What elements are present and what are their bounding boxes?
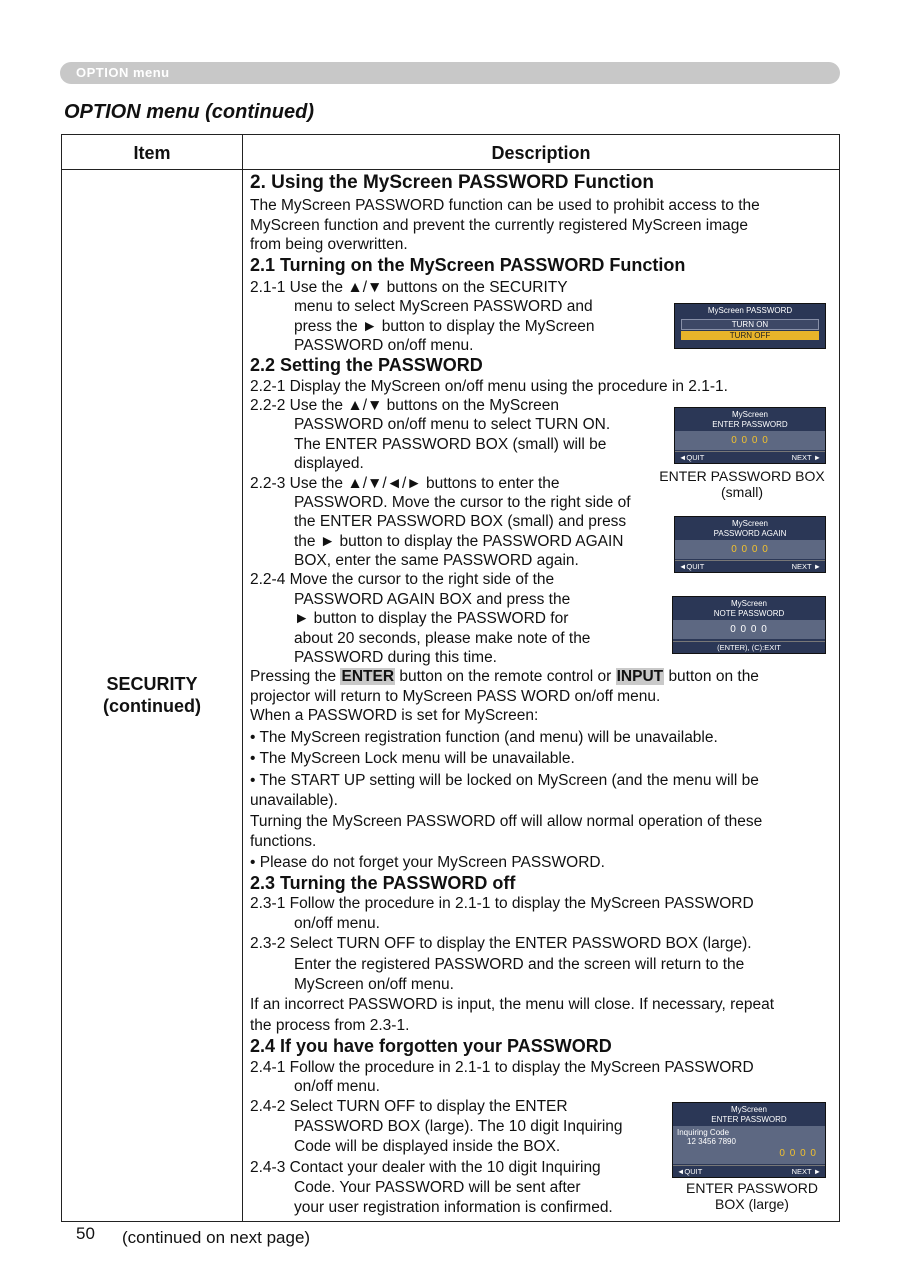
- text-line: The MyScreen PASSWORD function can be used to prohibit access to the: [250, 197, 760, 214]
- text-fragment: Pressing the: [250, 668, 337, 685]
- section-banner: [60, 62, 840, 84]
- step-line: PASSWORD AGAIN BOX and press the: [294, 591, 571, 608]
- osd-subtitle: ENTER PASSWORD: [711, 1115, 787, 1124]
- text-line: [250, 667, 759, 687]
- step-line: BOX, enter the same PASSWORD again.: [294, 552, 579, 569]
- step-line: 2.3-2 Select TURN OFF to display the ENTER PASSWORD BOX (large).: [250, 935, 752, 952]
- step-line: 2.2-4 Move the cursor to the right side of the: [250, 571, 555, 588]
- osd-enter-password-small: [674, 407, 826, 464]
- osd-input-area: [675, 431, 825, 450]
- osd-digits: 0 0 0 0: [730, 624, 768, 635]
- osd-note-password: [672, 596, 826, 654]
- step-line: 2.1-1 Use the ▲/▼ buttons on the SECURITY: [250, 279, 568, 296]
- caption-line: ENTER PASSWORD BOX: [659, 468, 825, 484]
- text-line: projector will return to MyScreen PASS WORD on/off menu.: [250, 688, 661, 705]
- osd-exit-hint: (ENTER), (C):EXIT: [717, 643, 781, 652]
- osd-password-again: [674, 516, 826, 573]
- step-line: on/off menu.: [294, 915, 380, 932]
- osd-enter-password-large: [672, 1102, 826, 1178]
- text-line: unavailable).: [250, 792, 338, 809]
- osd-display-area: [673, 620, 825, 639]
- osd-next: NEXT ►: [791, 1167, 821, 1176]
- osd-next: NEXT ►: [791, 562, 821, 571]
- osd-title: MyScreen: [731, 410, 768, 419]
- item-name-sub: (continued): [103, 696, 201, 716]
- step-line: your user registration information is confirmed.: [294, 1199, 613, 1216]
- text-fragment: button on the remote control or: [399, 668, 612, 685]
- osd-code-label: Inquiring Code: [677, 1128, 730, 1137]
- caption-large-box: [664, 1180, 840, 1212]
- page-title: OPTION menu (continued): [64, 101, 314, 123]
- osd-footer: [673, 1165, 825, 1177]
- caption-line: ENTER PASSWORD: [686, 1180, 818, 1196]
- text-fragment: button on the: [668, 668, 759, 685]
- step-line: 2.4-2 Select TURN OFF to display the ENTER: [250, 1098, 568, 1115]
- osd-subtitle: NOTE PASSWORD: [713, 609, 785, 618]
- osd-footer: [675, 560, 825, 572]
- osd-quit: ◄QUIT: [679, 453, 705, 462]
- item-name: SECURITY: [106, 674, 198, 694]
- text-line: Turning the MyScreen PASSWORD off will allow normal operation of these: [250, 813, 763, 830]
- osd-digits: 0 0 0 0: [731, 435, 769, 446]
- step-line: 2.2-3 Use the ▲/▼/◄/► buttons to enter the: [250, 475, 560, 492]
- step-line: 2.3-1 Follow the procedure in 2.1-1 to display the MyScreen PASSWORD: [250, 895, 754, 912]
- osd-title: MyScreen: [730, 599, 767, 608]
- text-line: the process from 2.3-1.: [250, 1017, 410, 1034]
- step-line: the ENTER PASSWORD BOX (small) and press: [294, 513, 627, 530]
- section-banner-label: OPTION menu: [76, 65, 170, 80]
- step-line: on/off menu.: [294, 1078, 380, 1095]
- step-line: PASSWORD BOX (large). The 10 digit Inquiring: [294, 1118, 623, 1135]
- table-header: [62, 135, 839, 170]
- text-line: MyScreen function and prevent the currently registered MyScreen image: [250, 217, 748, 234]
- osd-quit: ◄QUIT: [679, 562, 705, 571]
- step-line: Code. Your PASSWORD will be sent after: [294, 1179, 581, 1196]
- header-description: Description: [491, 143, 591, 163]
- step-line: Enter the registered PASSWORD and the screen will return to the: [294, 956, 745, 973]
- osd-code: 12 3456 7890: [687, 1137, 736, 1146]
- heading-2-2: 2.2 Setting the PASSWORD: [250, 355, 483, 375]
- bullet-line: • The START UP setting will be locked on MyScreen (and the menu will be: [250, 772, 759, 789]
- osd-quit: ◄QUIT: [677, 1167, 703, 1176]
- step-line: PASSWORD during this time.: [294, 649, 497, 666]
- continued-note: (continued on next page): [122, 1228, 311, 1247]
- osd-digits: 0 0 0 0: [779, 1148, 817, 1159]
- heading-2: 2. Using the MyScreen PASSWORD Function: [250, 172, 654, 193]
- text-line: functions.: [250, 833, 317, 850]
- step-line: Code will be displayed inside the BOX.: [294, 1138, 561, 1155]
- osd-title: MyScreen: [730, 1105, 767, 1114]
- osd-subtitle: ENTER PASSWORD: [712, 420, 788, 429]
- osd-subtitle: PASSWORD AGAIN: [713, 529, 787, 538]
- osd-next: NEXT ►: [791, 453, 821, 462]
- step-line: The ENTER PASSWORD BOX (small) will be: [294, 436, 607, 453]
- item-cell: [62, 673, 242, 717]
- text-line: When a PASSWORD is set for MyScreen:: [250, 707, 539, 724]
- step-line: menu to select MyScreen PASSWORD and: [294, 298, 593, 315]
- step-line: PASSWORD on/off menu to select TURN ON.: [294, 416, 611, 433]
- osd-option-turn-off: TURN OFF: [681, 331, 819, 340]
- osd-digits: 0 0 0 0: [731, 544, 769, 555]
- osd-option-turn-on: TURN ON: [681, 319, 819, 330]
- osd-title: MyScreen: [731, 519, 768, 528]
- header-item: Item: [133, 143, 171, 163]
- step-line: about 20 seconds, please make note of the: [294, 630, 591, 647]
- enter-key-label: ENTER: [341, 668, 395, 685]
- step-line: the ► button to display the PASSWORD AGAIN: [294, 533, 624, 550]
- caption-line: (small): [721, 484, 763, 500]
- step-line: 2.4-3 Contact your dealer with the 10 digit Inquiring: [250, 1159, 601, 1176]
- caption-line: BOX (large): [715, 1196, 789, 1212]
- column-divider: [242, 135, 243, 1221]
- osd-title: MyScreen PASSWORD: [707, 306, 793, 315]
- osd-input-area: [675, 540, 825, 559]
- step-line: displayed.: [294, 455, 364, 472]
- bullet-line: • Please do not forget your MyScreen PASSWORD.: [250, 854, 605, 871]
- step-line: ► button to display the PASSWORD for: [294, 610, 569, 627]
- osd-mypassword-menu: [674, 303, 826, 349]
- caption-small-box: [652, 468, 832, 500]
- step-line: PASSWORD. Move the cursor to the right side of: [294, 494, 631, 511]
- step-line: 2.4-1 Follow the procedure in 2.1-1 to display the MyScreen PASSWORD: [250, 1059, 754, 1076]
- text-line: from being overwritten.: [250, 236, 408, 253]
- heading-2-1: 2.1 Turning on the MyScreen PASSWORD Function: [250, 255, 686, 275]
- heading-2-3: 2.3 Turning the PASSWORD off: [250, 873, 516, 893]
- step-line: PASSWORD on/off menu.: [294, 337, 474, 354]
- osd-input-area: [673, 1126, 825, 1164]
- heading-2-4: 2.4 If you have forgotten your PASSWORD: [250, 1036, 612, 1056]
- step-line: 2.2-1 Display the MyScreen on/off menu using the procedure in 2.1-1.: [250, 378, 728, 395]
- osd-footer: [673, 641, 825, 653]
- text-line: If an incorrect PASSWORD is input, the menu will close. If necessary, repeat: [250, 996, 775, 1013]
- step-line: press the ► button to display the MyScreen: [294, 318, 595, 335]
- step-line: 2.2-2 Use the ▲/▼ buttons on the MyScreen: [250, 397, 559, 414]
- bullet-line: • The MyScreen Lock menu will be unavailable.: [250, 750, 575, 767]
- osd-footer: [675, 451, 825, 463]
- input-key-label: INPUT: [616, 668, 664, 685]
- bullet-line: • The MyScreen registration function (and menu) will be unavailable.: [250, 729, 718, 746]
- page-number: 50: [76, 1224, 95, 1243]
- step-line: MyScreen on/off menu.: [294, 976, 454, 993]
